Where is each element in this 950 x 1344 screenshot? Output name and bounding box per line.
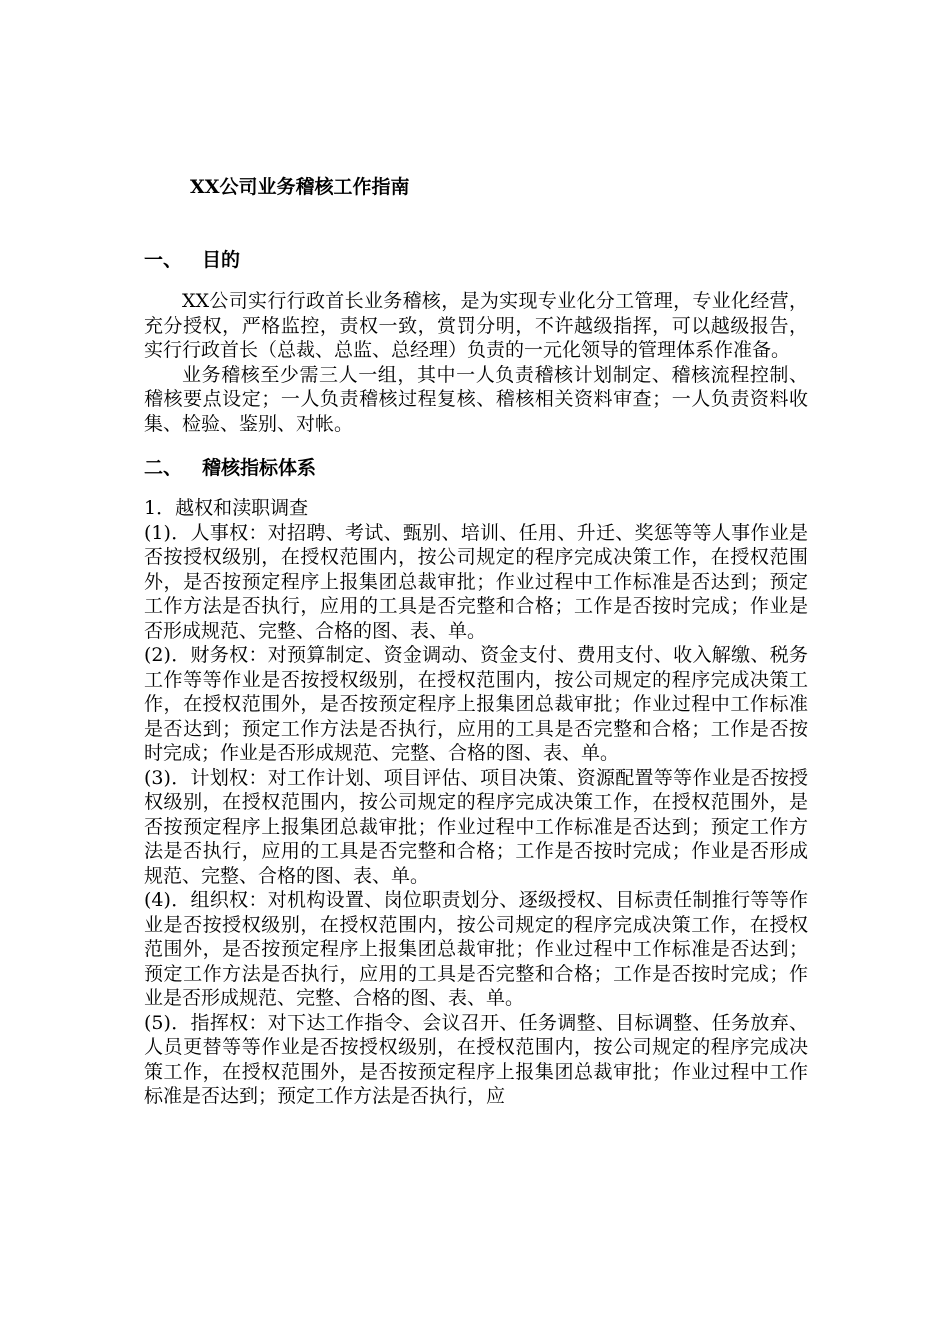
- document-title: XX公司业务稽核工作指南: [190, 176, 410, 198]
- list-item-command-authority: (5)．指挥权：对下达工作指令、会议召开、任务调整、目标调整、任务放弃、人员更替等等作业是否按授权级别，在授权范围内，按公司规定的程序完成决策工作，在授权范围外，是否按预定程序上报集团总裁审批；作业过程中工作标准是否达到；预定工作方法是否执行，应: [144, 1011, 808, 1107]
- purpose-paragraph-1: XX公司实行行政首长业务稽核，是为实现专业化分工管理，专业化经营，充分授权，严格监控，责权一致，赏罚分明，不许越级指挥，可以越级报告，实行行政首长（总裁、总监、总经理）负责的一元化领导的管理体系作准备。: [144, 290, 808, 361]
- section-heading-text: 目的: [202, 249, 241, 271]
- purpose-paragraph-2: 业务稽核至少需三人一组，其中一人负责稽核计划制定、稽核流程控制、稽核要点设定；一人负责稽核过程复核、稽核相关资料审查；一人负责资料收集、检验、鉴别、对帐。: [144, 363, 808, 435]
- list-item-financial-authority: (2)．财务权：对预算制定、资金调动、资金支付、费用支付、收入解缴、税务工作等等作业是否按授权级别，在授权范围内，按公司规定的程序完成决策工作，在授权范围外，是否按预定程序上报集团总裁审批；作业过程中工作标准是否达到；预定工作方法是否执行，应用的工具是否完整和合格；工作是否按时完成；作业是否形成规范、完整、合格的图、表、单。: [144, 644, 808, 764]
- list-item-personnel-authority: (1)．人事权：对招聘、考试、甄别、培训、任用、升迁、奖惩等等人事作业是否按授权级别，在授权范围内，按公司规定的程序完成决策工作，在授权范围外，是否按预定程序上报集团总裁审批；作业过程中工作标准是否达到；预定工作方法是否执行，应用的工具是否完整和合格；工作是否按时完成；作业是否形成规范、完整、合格的图、表、单。: [144, 521, 808, 642]
- document-body: [144, 172, 808, 1109]
- section-heading-purpose: [144, 245, 808, 275]
- section-heading-indicators: [144, 453, 808, 483]
- list-item-organization-authority: (4)．组织权：对机构设置、岗位职责划分、逐级授权、目标责任制推行等等作业是否按授权级别，在授权范围内，按公司规定的程序完成决策工作，在授权范围外，是否按预定程序上报集团总裁审批；作业过程中工作标准是否达到；预定工作方法是否执行，应用的工具是否完整和合格；工作是否按时完成；作业是否形成规范、完整、合格的图、表、单。: [144, 889, 808, 1009]
- section-number: 一、: [144, 249, 183, 271]
- section-number: 二、: [144, 457, 183, 479]
- list-item-planning-authority: (3)．计划权：对工作计划、项目评估、项目决策、资源配置等等作业是否按授权级别，在授权范围内，按公司规定的程序完成决策工作，在授权范围外，是否按预定程序上报集团总裁审批；作业过程中工作标准是否达到；预定工作方法是否执行，应用的工具是否完整和合格；工作是否按时完成；作业是否形成规范、完整、合格的图、表、单。: [144, 766, 808, 887]
- section-heading-text: 稽核指标体系: [202, 457, 317, 479]
- subsection-title: 1．越权和渎职调查: [144, 497, 309, 519]
